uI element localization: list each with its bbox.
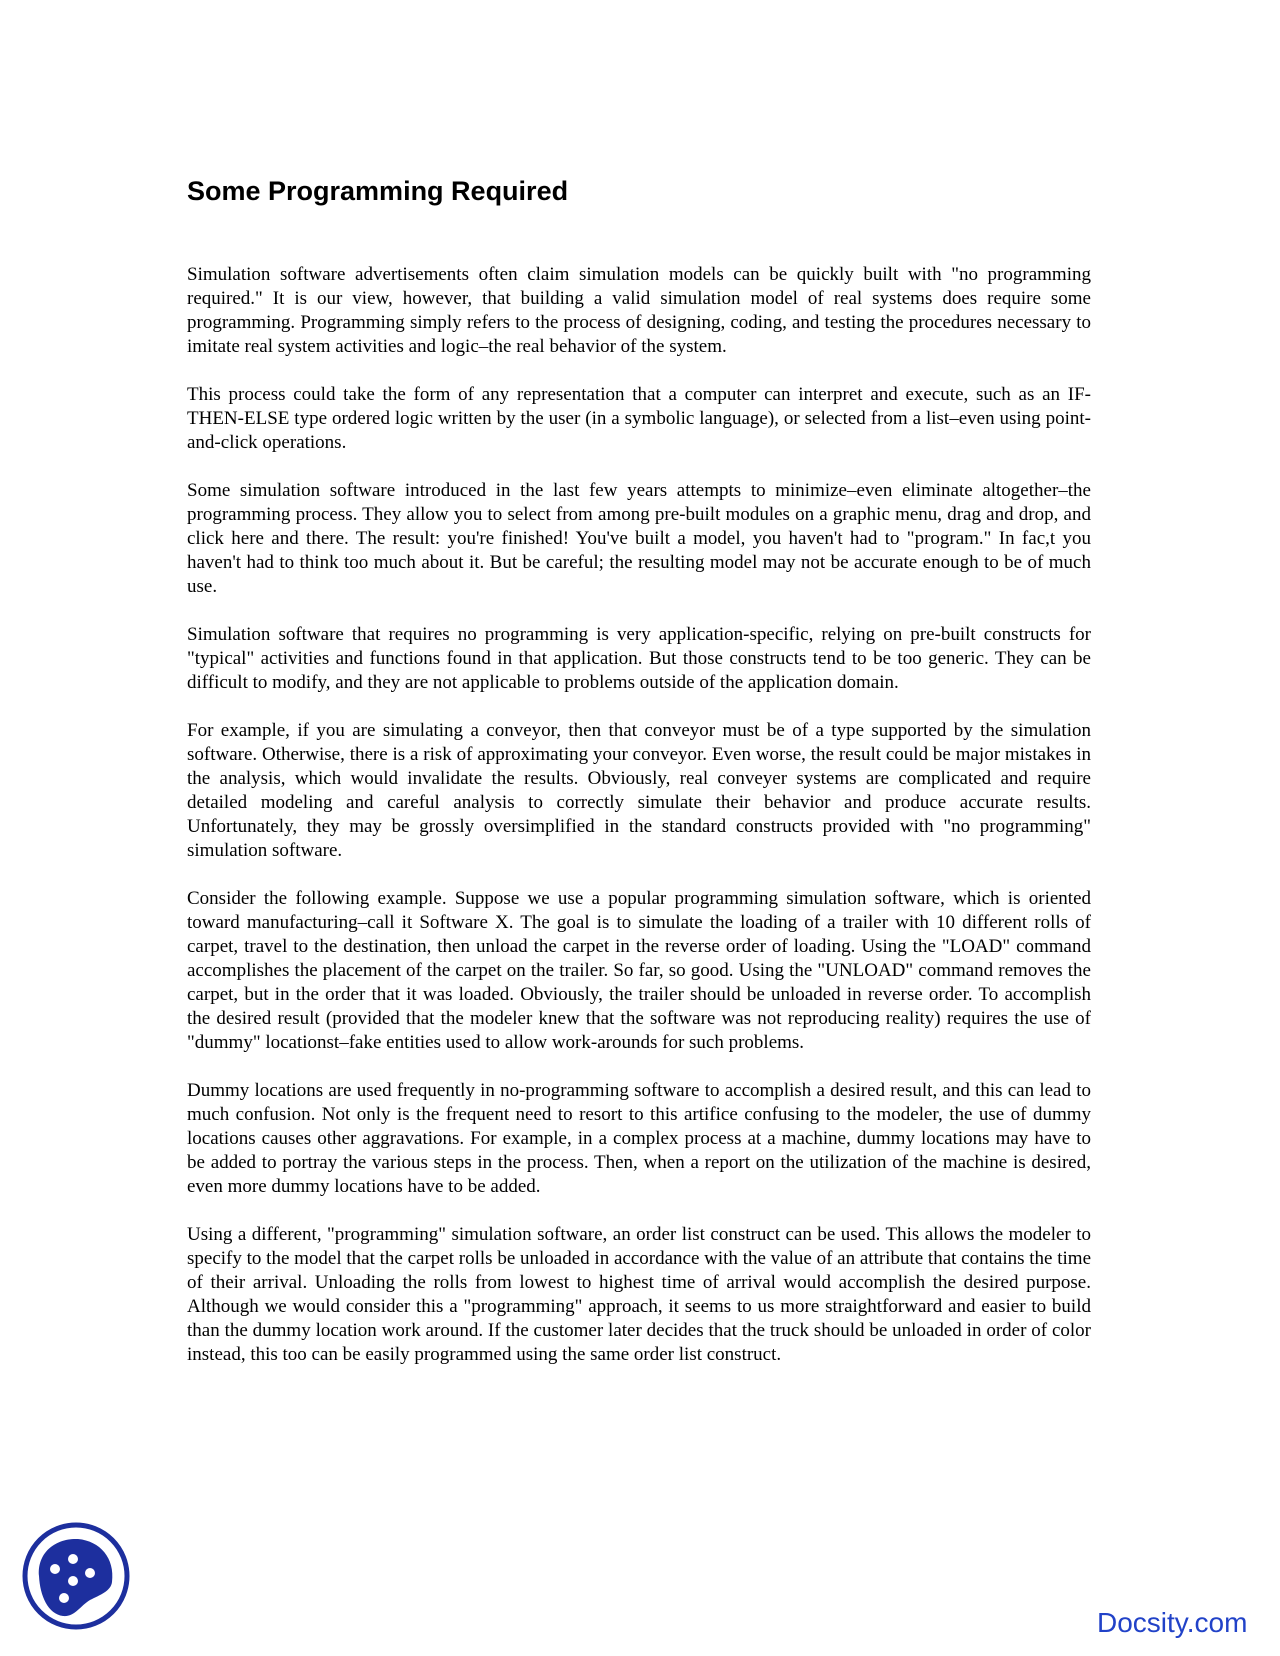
paragraph-4: Simulation software that requires no programming is very application-specific, relying on pre-built constructs for "typical" activities and functions found in that application. But those constructs tend to be too generic. They can be difficult to modify, and they are not applicable to problems outside of the application domain. [187,624,1091,693]
page-title: Some Programming Required [187,176,569,206]
docsity-brand-link[interactable]: Docsity.com [1097,1607,1248,1638]
paragraph-6: Consider the following example. Suppose we use a popular programming simulation software, which is oriented toward manufacturing–call it Software X. The goal is to simulate the loading of a trailer with 10 different rolls of carpet, travel to the destination, then unload the carpet in the reverse order of loading. Using the "LOAD" command accomplishes the placement of the carpet on the trailer. So far, so good. Using the "UNLOAD" command removes the carpet, but in the order that it was loaded. Obviously, the trailer should be unloaded in reverse order. To accomplish the desired result (provided that the modeler knew that the software was not reproducing reality) requires the use of "dummy" locationst–fake entities used to allow work-arounds for such problems. [187,888,1091,1053]
paragraph-5: For example, if you are simulating a conveyor, then that conveyor must be of a type supported by the simulation software. Otherwise, there is a risk of approximating your conveyor. Even worse, the result could be major mistakes in the analysis, which would invalidate the results. Obviously, real conveyer systems are complicated and require detailed modeling and careful analysis to correctly simulate their behavior and produce accurate results. Unfortunately, they may be grossly oversimplified in the standard constructs provided with "no programming" simulation software. [187,720,1091,861]
paragraph-8: Using a different, "programming" simulation software, an order list construct can be used. This allows the modeler to specify to the model that the carpet rolls be unloaded in accordance with the value of an attribute that contains the time of their arrival. Unloading the rolls from lowest to highest time of arrival would accomplish the desired purpose. Although we would consider this a "programming" approach, it seems to us more straightforward and easier to build than the dummy location work around. If the customer later decides that the truck should be unloaded in order of color instead, this too can be easily programmed using the same order list construct. [187,1224,1091,1365]
docsity-logo-icon[interactable] [20,1520,132,1632]
paragraph-3: Some simulation software introduced in the last few years attempts to minimize–even eliminate altogether–the programming process. They allow you to select from among pre-built modules on a graphic menu, drag and drop, and click here and there. The result: you're finished! You've built a model, you haven't had to "program." In fac,t you haven't had to think too much about it. But be careful; the resulting model may not be accurate enough to be of much use. [187,480,1091,597]
paragraph-1: Simulation software advertisements often claim simulation models can be quickly built with "no programming required." It is our view, however, that building a valid simulation model of real systems does require some programming. Programming simply refers to the process of designing, coding, and testing the procedures necessary to imitate real system activities and logic–the real behavior of the system. [187,264,1091,357]
document-body [187,263,1091,1367]
paragraph-2: This process could take the form of any representation that a computer can interpret and execute, such as an IF-THEN-ELSE type ordered logic written by the user (in a symbolic language), or selected from a list–even using point-and-click operations. [187,384,1091,453]
paragraph-7: Dummy locations are used frequently in no-programming software to accomplish a desired result, and this can lead to much confusion. Not only is the frequent need to resort to this artifice confusing to the modeler, the use of dummy locations causes other aggravations. For example, in a complex process at a machine, dummy locations may have to be added to portray the various steps in the process. Then, when a report on the utilization of the machine is desired, even more dummy locations have to be added. [187,1080,1091,1197]
